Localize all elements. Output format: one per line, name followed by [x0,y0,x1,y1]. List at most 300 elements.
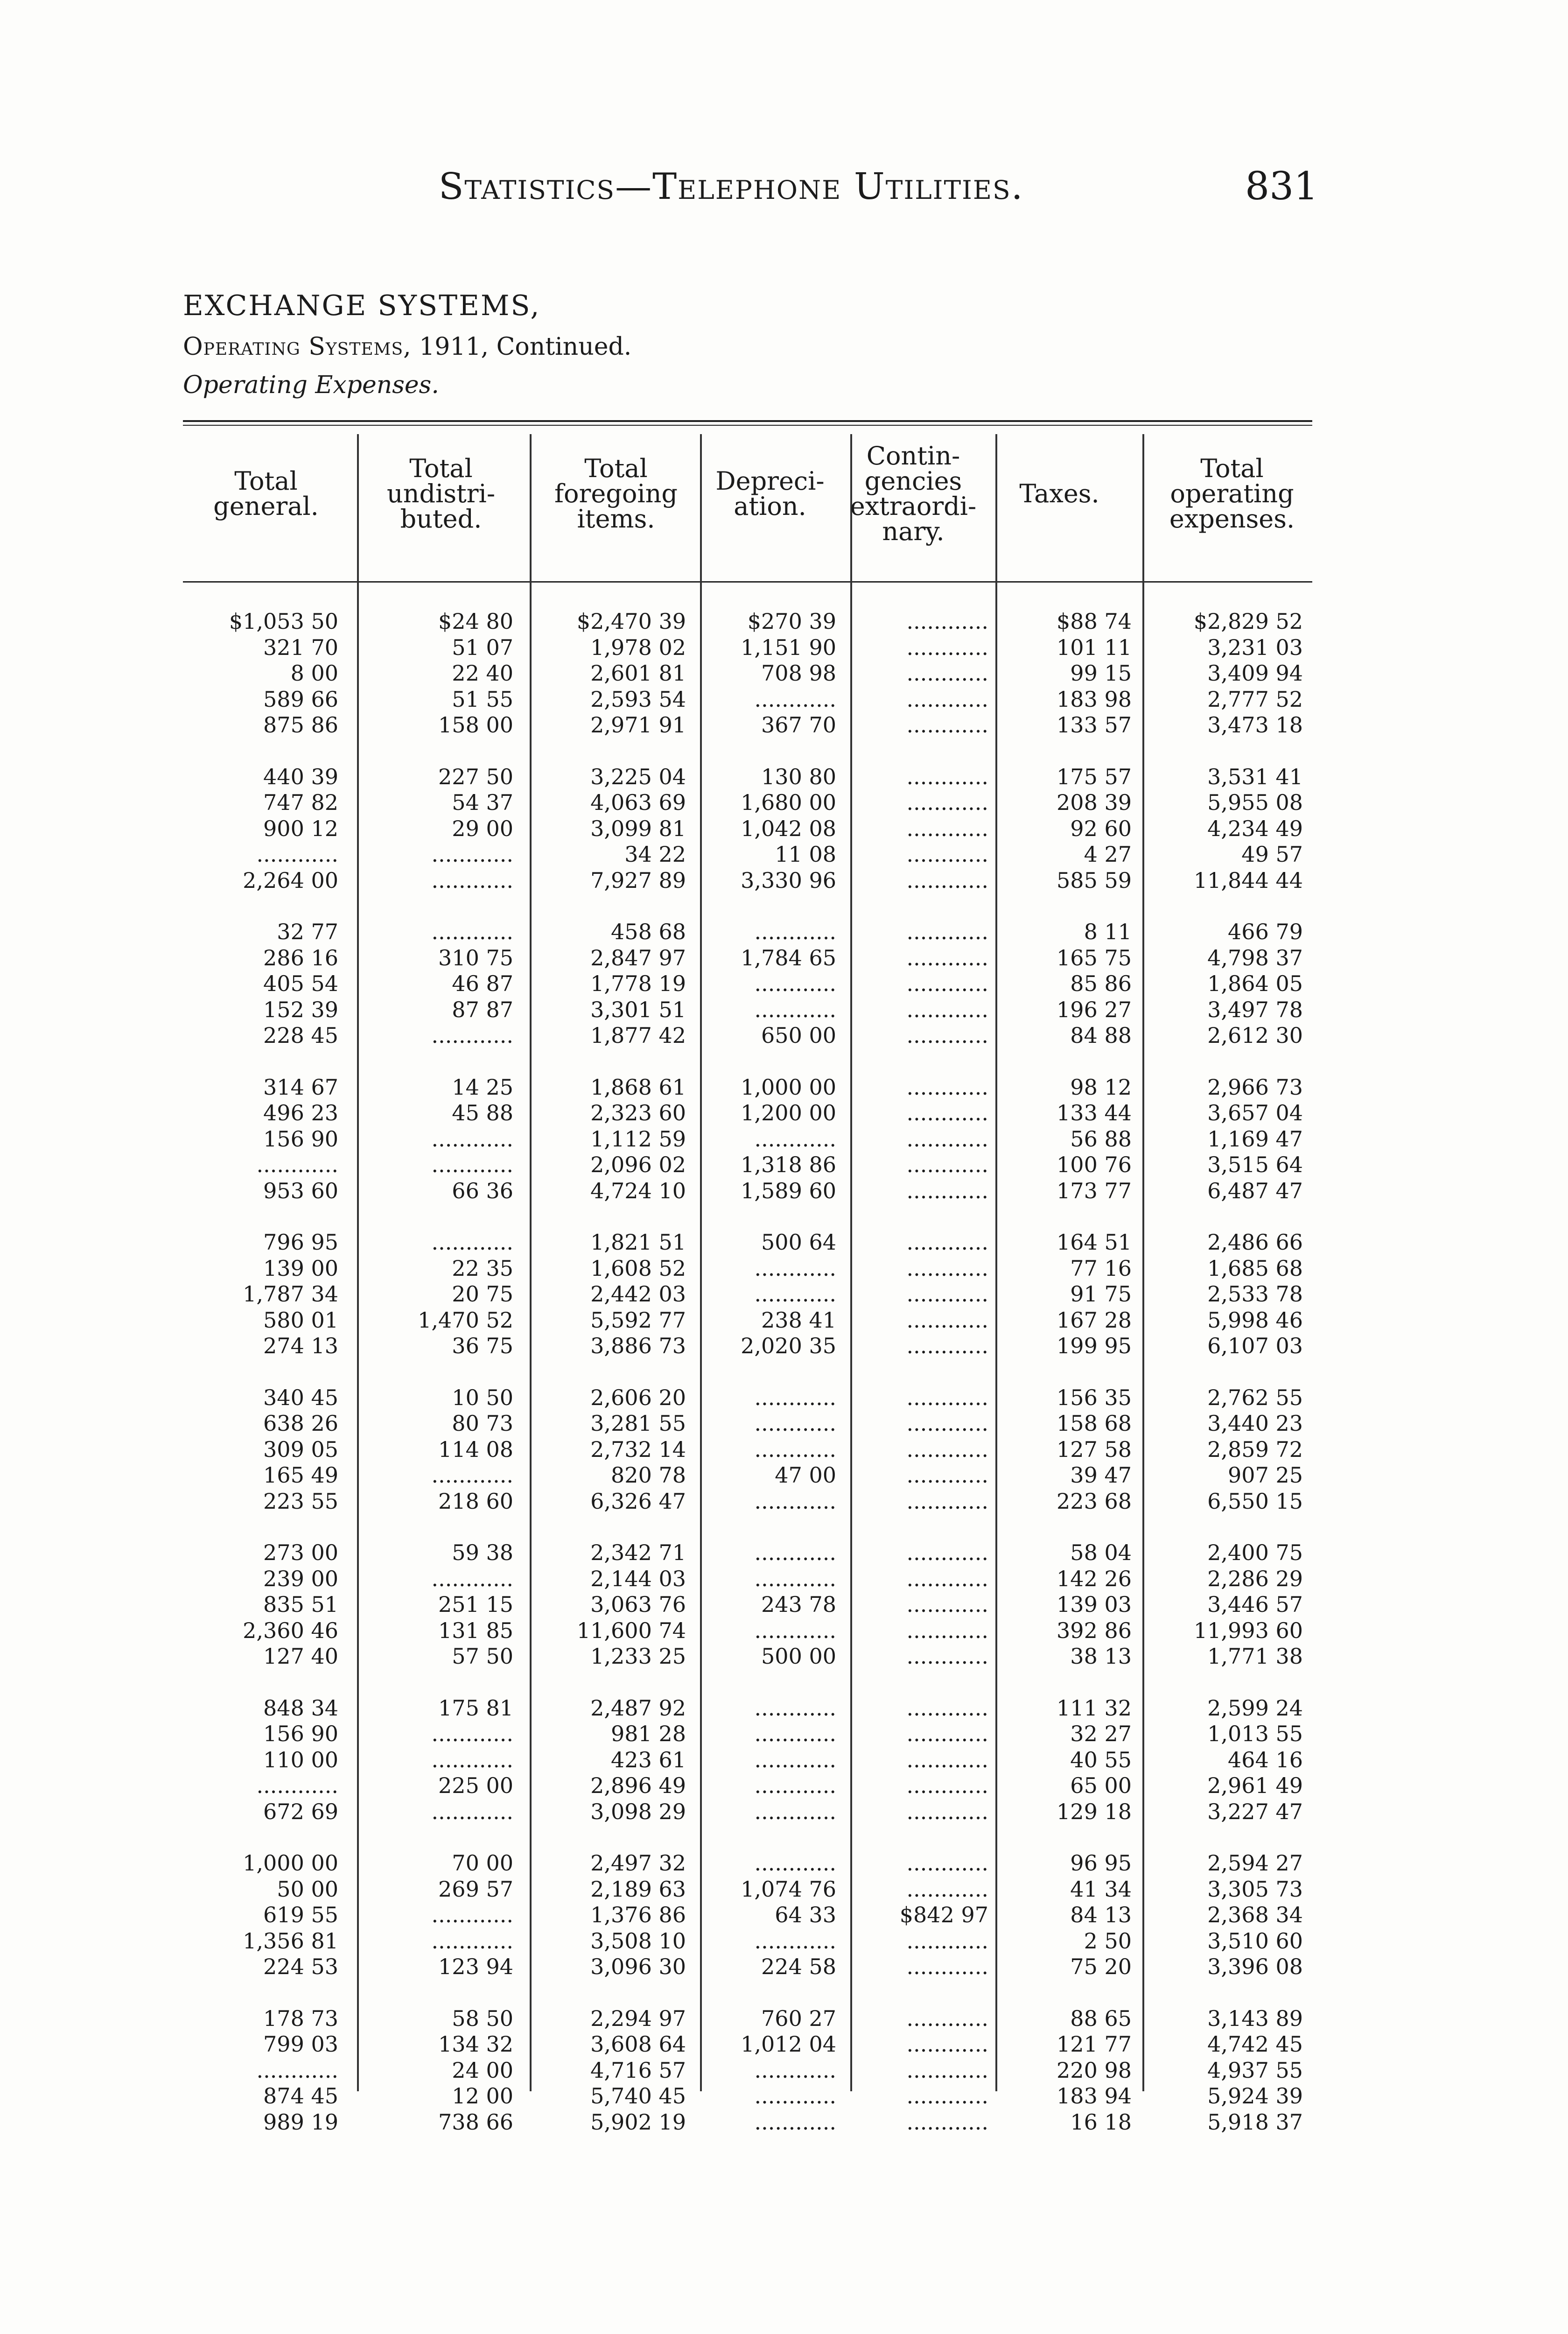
table-cell: 1,821 51 [590,1230,686,1255]
page-number: 831 [1245,164,1318,209]
table-cell: ............ [906,1256,988,1281]
table-cell: ............ [754,1256,836,1281]
table-cell: ............ [754,2109,836,2135]
table-cell: 2,606 20 [590,1385,686,1410]
table-cell: 238 41 [761,1308,836,1333]
column-header-line: Total [409,454,473,483]
column-header [191,466,341,521]
table-cell: 3,446 57 [1207,1592,1303,1617]
table-cell: 6,550 15 [1207,1489,1303,1514]
table-cell: $24 80 [438,609,513,634]
table-cell: 134 32 [438,2032,513,2057]
table-cell: 11,844 44 [1193,868,1303,893]
table-cell: 49 57 [1241,842,1303,867]
table-cell: 2,599 24 [1207,1695,1303,1721]
table-cell: ............ [256,1773,338,1798]
table-cell: $88 74 [1057,609,1132,634]
table-cell: ............ [906,816,988,841]
table-cell: 175 81 [438,1695,513,1721]
table-cell: 2,487 92 [590,1695,686,1721]
table-cell: 3,473 18 [1207,712,1303,738]
table-cell: ............ [754,2083,836,2109]
column-header-line: Total [1200,454,1264,483]
table-cell: ............ [431,1230,513,1255]
table-cell: 464 16 [1228,1747,1303,1772]
table-cell: 47 00 [775,1462,836,1488]
table-cell: 46 87 [452,971,513,996]
table-cell: 196 27 [1057,997,1132,1022]
table-cell: 5,924 39 [1207,2083,1303,2109]
table-cell: 1,771 38 [1207,1644,1303,1669]
table-cell: 7,927 89 [590,868,686,893]
table-cell: 178 73 [263,2006,338,2031]
table-cell: 1,470 52 [418,1308,513,1333]
table-cell: 183 98 [1057,687,1132,712]
table-cell: 32 27 [1070,1721,1132,1746]
table-cell: 96 95 [1070,1850,1132,1876]
table-cell: 41 34 [1070,1877,1132,1902]
table-cell: ............ [906,687,988,712]
table-cell: 1,233 25 [590,1644,686,1669]
table-cell: 580 01 [263,1308,338,1333]
table-cell: 2,497 32 [590,1850,686,1876]
table-cell: 3,531 41 [1207,764,1303,789]
table-cell: 131 85 [438,1618,513,1643]
table-cell: $842 97 [899,1902,988,1927]
table-cell: ............ [906,1721,988,1746]
subtitle-smallcaps: Operating Systems, [183,333,412,361]
table-cell: 340 45 [263,1385,338,1410]
table-cell: ............ [906,868,988,893]
table-cell: ............ [256,842,338,867]
table-cell: 29 00 [452,816,513,841]
table-cell: 88 65 [1070,2006,1132,2031]
table-cell: 496 23 [263,1100,338,1125]
table-cell: ............ [754,1747,836,1772]
table-cell: 92 60 [1070,816,1132,841]
running-head: Statistics—Telephone Utilities. [439,166,1024,208]
table-cell: ............ [906,1877,988,1902]
table-cell: 874 45 [263,2083,338,2109]
table-cell: 5,998 46 [1207,1308,1303,1333]
table-cell: ............ [906,609,988,634]
table-cell: 156 90 [263,1126,338,1152]
table-cell: ............ [754,1721,836,1746]
table-cell: 953 60 [263,1178,338,1203]
table-cell: 1,877 42 [590,1023,686,1048]
table-cell: ............ [754,1126,836,1152]
table-cell: 228 45 [263,1023,338,1048]
table-cell: ............ [431,1721,513,1746]
table-cell: 3,396 08 [1207,1954,1303,1979]
column-header-line: Contin- [866,441,960,471]
table-cell: ............ [754,1799,836,1824]
table-cell: 4,798 37 [1207,945,1303,970]
table-cell: 2,020 35 [741,1333,836,1358]
table-cell: 392 86 [1057,1618,1132,1643]
table-cell: ............ [906,2058,988,2083]
table-cell: 123 94 [438,1954,513,1979]
table-cell: ............ [754,1695,836,1721]
table-cell: ............ [906,1592,988,1617]
table-cell: 66 36 [452,1178,513,1203]
table-cell: 218 60 [438,1489,513,1514]
table-cell: 672 69 [263,1799,338,1824]
table-cell: 1,000 00 [243,1850,338,1876]
table-cell: 835 51 [263,1592,338,1617]
table-cell: 269 57 [438,1877,513,1902]
table-cell: ............ [906,1411,988,1436]
table-cell: 458 68 [611,919,686,944]
table-cell: 84 13 [1070,1902,1132,1927]
table-cell: 274 13 [263,1333,338,1358]
table-cell: 314 67 [263,1075,338,1100]
table-cell: 220 98 [1057,2058,1132,2083]
table-cell: ............ [754,919,836,944]
column-header-line: undistri- [386,479,496,508]
table-cell: ............ [906,1100,988,1125]
table-cell: 101 11 [1057,635,1132,660]
column-header-line: Depreci- [715,466,825,496]
table-cell: 2,486 66 [1207,1230,1303,1255]
table-cell: 165 75 [1057,945,1132,970]
table-cell: 500 64 [761,1230,836,1255]
table-cell: 1,376 86 [590,1902,686,1927]
table-cell: 2,612 30 [1207,1023,1303,1048]
table-cell: 6,326 47 [590,1489,686,1514]
table-cell: 799 03 [263,2032,338,2057]
table-cell: ............ [906,1618,988,1643]
table-cell: 585 59 [1057,868,1132,893]
table-cell: 907 25 [1228,1462,1303,1488]
table-cell: 405 54 [263,971,338,996]
table-cell: 85 86 [1070,971,1132,996]
table-cell: ............ [754,1540,836,1565]
table-cell: 2,342 71 [590,1540,686,1565]
table-cell: 367 70 [761,712,836,738]
table-cell: ............ [754,2058,836,2083]
table-cell: 11,600 74 [576,1618,686,1643]
table-cell: 1,042 08 [741,816,836,841]
table-cell: 38 13 [1070,1644,1132,1669]
table-cell: ............ [754,1618,836,1643]
section-subtitle [183,333,631,361]
table-cell: ............ [431,919,513,944]
table-cell: 4,742 45 [1207,2032,1303,2057]
table-cell: ............ [431,1462,513,1488]
table-cell: ............ [906,1333,988,1358]
table-cell: 3,099 81 [590,816,686,841]
table-cell: 130 80 [761,764,836,789]
table-cell: 50 00 [277,1877,338,1902]
table-cell: ............ [906,1385,988,1410]
table-cell: 2,294 97 [590,2006,686,2031]
table-cell: 158 68 [1057,1411,1132,1436]
table-cell: 224 58 [761,1954,836,1979]
table-cell: 24 00 [452,2058,513,2083]
table-cell: 158 00 [438,712,513,738]
table-cell: 875 86 [263,712,338,738]
table-cell: ............ [906,1747,988,1772]
table-cell: ............ [906,945,988,970]
table-cell: 5,592 77 [590,1308,686,1333]
table-cell: 199 95 [1057,1333,1132,1358]
table-cell: ............ [906,764,988,789]
table-cell: ............ [906,1075,988,1100]
table-cell: 3,515 64 [1207,1152,1303,1177]
table-cell: 156 90 [263,1721,338,1746]
table-cell: ............ [906,1462,988,1488]
table-cell: 2,533 78 [1207,1281,1303,1307]
table-cell: 4,724 10 [590,1178,686,1203]
table-cell: ............ [754,1566,836,1591]
table-cell: ............ [906,1954,988,1979]
table-cell: ............ [906,997,988,1022]
table-cell: 121 77 [1057,2032,1132,2057]
table-cell: ............ [906,1799,988,1824]
column-header-line: expenses. [1169,504,1295,534]
column-header-line: general. [213,492,319,521]
table-cell: 139 03 [1057,1592,1132,1617]
table-cell: ............ [431,1023,513,1048]
column-header-line: ation. [734,492,806,521]
table-cell: ............ [754,1385,836,1410]
table-cell: ............ [906,919,988,944]
table-cell: 59 38 [452,1540,513,1565]
table-cell: 167 28 [1057,1308,1132,1333]
table-cell: 2,732 14 [590,1437,686,1462]
table-cell: 2,400 75 [1207,1540,1303,1565]
table-cell: ............ [906,1644,988,1669]
table-cell: 2,264 00 [243,868,338,893]
table-cell: 139 00 [263,1256,338,1281]
table-cell: ............ [906,1178,988,1203]
table-cell: 99 15 [1070,661,1132,686]
table-cell: 6,107 03 [1207,1333,1303,1358]
table-cell: 1,356 81 [243,1928,338,1954]
table-cell: ............ [431,1902,513,1927]
table-cell: 2,896 49 [590,1773,686,1798]
table-cell: ............ [906,842,988,867]
table-cell: 58 04 [1070,1540,1132,1565]
table-cell: 440 39 [263,764,338,789]
table-cell: 1,680 00 [741,790,836,815]
table-cell: 1,978 02 [590,635,686,660]
column-header [695,466,845,521]
table-cell: 65 00 [1070,1773,1132,1798]
table-cell: ............ [906,2083,988,2109]
table-cell: 2,594 27 [1207,1850,1303,1876]
table-cell: 12 00 [452,2083,513,2109]
table-cell: 796 95 [263,1230,338,1255]
table-cell: 11,993 60 [1193,1618,1303,1643]
table-cell: 848 34 [263,1695,338,1721]
table-cell: 133 57 [1057,712,1132,738]
table-cell: 87 87 [452,997,513,1022]
table-cell: 1,864 05 [1207,971,1303,996]
table-cell: 2 50 [1084,1928,1132,1954]
table-cell: ............ [906,1437,988,1462]
table-cell: 45 88 [452,1100,513,1125]
table-cell: 2,442 03 [590,1281,686,1307]
table-cell: 3,497 78 [1207,997,1303,1022]
table-cell: 164 51 [1057,1230,1132,1255]
table-cell: 1,169 47 [1207,1126,1303,1152]
table-cell: 152 39 [263,997,338,1022]
table-cell: 3,301 51 [590,997,686,1022]
table-cell: 165 49 [263,1462,338,1488]
table-cell: 4,716 57 [590,2058,686,2083]
column-header-line: nary. [882,517,945,546]
table-cell: ............ [754,687,836,712]
table-cell: 820 78 [611,1462,686,1488]
table-cell: ............ [906,635,988,660]
table-cell: 243 78 [761,1592,836,1617]
table-cell: 638 26 [263,1411,338,1436]
table-cell: ............ [906,2006,988,2031]
table-cell: ............ [754,1437,836,1462]
table-cell: 22 35 [452,1256,513,1281]
table-cell: 2,360 46 [243,1618,338,1643]
table-cell: 3,409 94 [1207,661,1303,686]
table-cell: 8 00 [290,661,338,686]
table-cell: 11 08 [775,842,836,867]
table-cell: 239 00 [263,1566,338,1591]
table-cell: ............ [431,1928,513,1954]
table-cell: ............ [906,1540,988,1565]
table-cell: ............ [754,997,836,1022]
table-cell: 2,847 97 [590,945,686,970]
table-cell: 760 27 [761,2006,836,2031]
table-cell: 500 00 [761,1644,836,1669]
table-cell: 1,685 68 [1207,1256,1303,1281]
table-cell: $270 39 [747,609,836,634]
table-cell: 80 73 [452,1411,513,1436]
table-cell: 273 00 [263,1540,338,1565]
column-header-line: Taxes. [1019,479,1099,508]
column-header-line: operating [1170,479,1294,508]
table-cell: 2,601 81 [590,661,686,686]
table-cell: $2,470 39 [576,609,686,634]
table-cell: 3,886 73 [590,1333,686,1358]
table-cell: 286 16 [263,945,338,970]
table-cell: 57 50 [452,1644,513,1669]
table-subheading: Operating Expenses. [183,371,439,399]
table-cell: ............ [906,1281,988,1307]
table-cell: 321 70 [263,635,338,660]
table-cell: 3,098 29 [590,1799,686,1824]
table-cell: 114 08 [438,1437,513,1462]
table-cell: 133 44 [1057,1100,1132,1125]
table-cell: ............ [906,1308,988,1333]
table-cell: 77 16 [1070,1256,1132,1281]
table-cell: ............ [906,1489,988,1514]
table-cell: ............ [906,971,988,996]
table-cell: 1,074 76 [741,1877,836,1902]
table-cell: 3,063 76 [590,1592,686,1617]
table-cell: ............ [754,1489,836,1514]
table-cell: 32 77 [277,919,338,944]
column-header-line: gencies [864,466,962,496]
table-cell: 747 82 [263,790,338,815]
table-cell: 142 26 [1057,1566,1132,1591]
column-header-line: buted. [400,504,482,534]
table-cell: 156 35 [1057,1385,1132,1410]
section-title: EXCHANGE SYSTEMS, [183,289,541,322]
table-cell: 40 55 [1070,1747,1132,1772]
table-cell: 466 79 [1228,919,1303,944]
table-cell: 1,112 59 [590,1126,686,1152]
table-cell: 70 00 [452,1850,513,1876]
table-cell: 2,777 52 [1207,687,1303,712]
table-cell: 39 47 [1070,1462,1132,1488]
table-cell: 14 25 [452,1075,513,1100]
table-cell: 4 27 [1084,842,1132,867]
table-cell: 589 66 [263,687,338,712]
column-header-line: items. [577,504,655,534]
table-cell: ............ [431,1152,513,1177]
column-header [1157,456,1307,532]
table-cell: 1,784 65 [741,945,836,970]
table-cell: ............ [754,1281,836,1307]
column-header [366,456,516,532]
column-header [541,456,691,532]
table-cell: 20 75 [452,1281,513,1307]
column-header-line: extraordi- [850,492,977,521]
table-cell: ............ [431,868,513,893]
table-cell: 708 98 [761,661,836,686]
table-cell: 4,063 69 [590,790,686,815]
table-cell: ............ [256,1152,338,1177]
table-cell: 1,608 52 [590,1256,686,1281]
table-cell: 51 55 [452,687,513,712]
table-cell: 989 19 [263,2109,338,2135]
table-cell: 2,189 63 [590,1877,686,1902]
table-cell: 183 94 [1057,2083,1132,2109]
table-cell: 2,593 54 [590,687,686,712]
table-cell: 423 61 [611,1747,686,1772]
table-cell: 8 11 [1084,919,1132,944]
table-cell: 3,657 04 [1207,1100,1303,1125]
table-cell: 5,902 19 [590,2109,686,2135]
table-cell: 3,508 10 [590,1928,686,1954]
table-cell: 227 50 [438,764,513,789]
table-cell: ............ [906,1850,988,1876]
table-cell: 3,510 60 [1207,1928,1303,1954]
table-cell: 3,281 55 [590,1411,686,1436]
table-cell: 981 28 [611,1721,686,1746]
table-cell: ............ [906,1023,988,1048]
table-cell: 225 00 [438,1773,513,1798]
table-cell: 224 53 [263,1954,338,1979]
table-cell: ............ [754,1928,836,1954]
table-cell: 2,144 03 [590,1566,686,1591]
table-cell: 650 00 [761,1023,836,1048]
table-cell: 84 88 [1070,1023,1132,1048]
table-cell: 129 18 [1057,1799,1132,1824]
table-cell: 54 37 [452,790,513,815]
column-header [985,481,1134,506]
table-cell: 3,305 73 [1207,1877,1303,1902]
table-cell: 2,966 73 [1207,1075,1303,1100]
table-cell: ............ [906,712,988,738]
table-cell: 111 32 [1057,1695,1132,1721]
table-cell: 175 57 [1057,764,1132,789]
table-cell: ............ [431,1799,513,1824]
table-cell: ............ [906,1695,988,1721]
table-cell: 36 75 [452,1333,513,1358]
table-cell: 3,608 64 [590,2032,686,2057]
